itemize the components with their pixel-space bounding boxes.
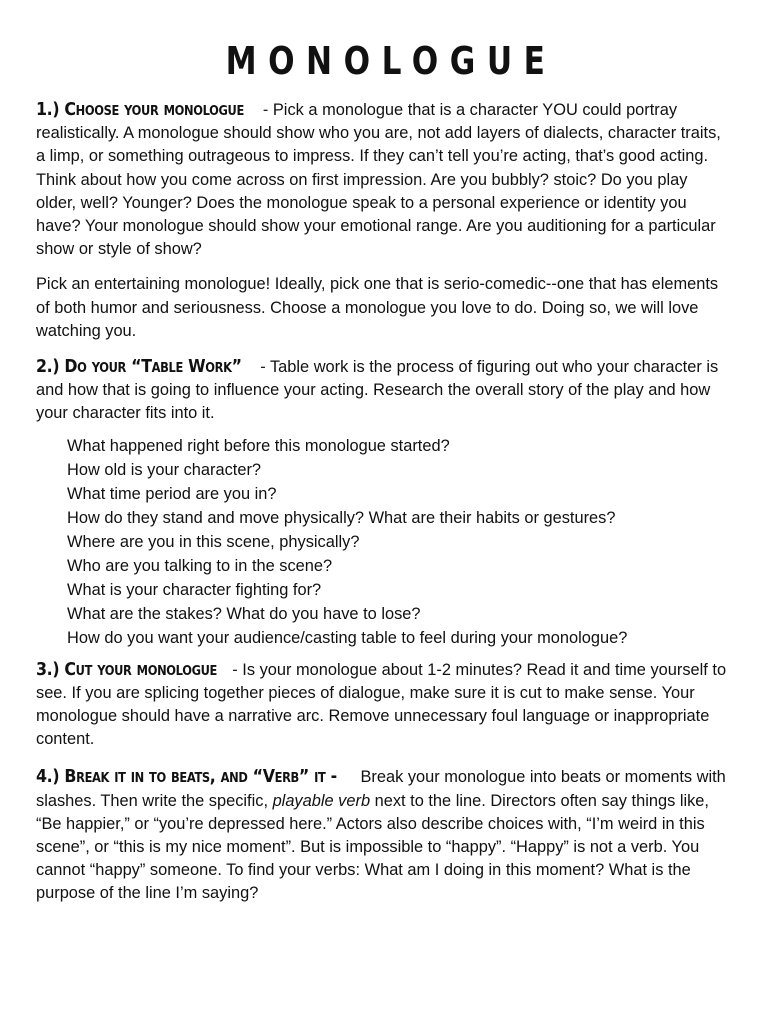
document-page [36,38,732,918]
list-item: What are the stakes? What do you have to lose? [67,604,421,623]
section-2-body: Table work is the process of figuring out who your character is and how that is going to influence your acting. Research the overall story of the play and how your character fits into it. [36,358,719,423]
section-3-heading: 3.) Cut your monologue [36,658,218,680]
list-item: Who are you talking to in the scene? [67,556,333,575]
section-2-heading: 2.) Do your “Table Work” [36,356,242,378]
section-2-separator: - [255,358,270,377]
section-4-emphasis: playable verb [272,791,371,810]
table-work-questions [67,434,732,650]
list-item: How old is your character? [67,460,262,479]
section-4-body-a: Break your monologue into beats or moments with slashes. Then write the specific, [36,768,726,810]
section-1-body: Pick a monologue that is a character YOU could portray realistically. A monologue should show who you are, not add layers of dialects, character traits, a limp, or something outrageous to impress. If they can’t tell you’re acting, that’s good acting. Think about how you come across on first impression. Are you bubbly? stoic? Do you play older, well? Younger? Does the monologue speak to a personal experience or identity you have? Your monologue should show your emotional range. Are you auditioning for a particular show or style of show? [36,101,721,259]
section-1-extra: Pick an entertaining monologue! Ideally, pick one that is serio-comedic--one that has elements of both humor and seriousness. Choose a monologue you love to do. Doing so, we will love watching you. [36,275,719,340]
section-4-heading: 4.) Break it in to beats, and “Verb” it - [36,766,337,788]
page-title: MONOLOGUE [225,39,557,83]
list-item: Where are you in this scene, physically? [67,532,360,551]
list-item: What time period are you in? [67,484,277,503]
section-4 [36,765,732,905]
section-1-separator: - [258,101,273,119]
list-item: How do you want your audience/casting table to feel during your monologue? [67,628,628,647]
section-3 [36,658,732,752]
list-item: What happened right before this monologue started? [67,436,450,455]
section-2 [36,355,732,426]
section-1 [36,98,732,261]
section-3-separator: - [227,660,243,679]
section-1-heading: 1.) Choose your monologue [36,99,244,120]
section-4-body-b: next to the line. Directors often say things like, “Be happier,” or “you’re depressed here.” Actors also describe choices with, “I’m weird in this scene”, or “this is my nice moment”. But is impossible to “happy”. “Happy” is not a verb. You cannot “happy” someone. To find your verbs: What am I doing in this moment? What is the purpose of the line I’m saying? [36,791,709,903]
section-3-body: Is your monologue about 1-2 minutes? Read it and time yourself to see. If you are splicing together pieces of dialogue, make sure it is cut to make sense. Your monologue should have a narrative arc. Remove unnecessary foul language or inappropriate content. [36,660,727,749]
list-item: What is your character fighting for? [67,580,322,599]
list-item: How do they stand and move physically? What are their habits or gestures? [67,508,616,527]
